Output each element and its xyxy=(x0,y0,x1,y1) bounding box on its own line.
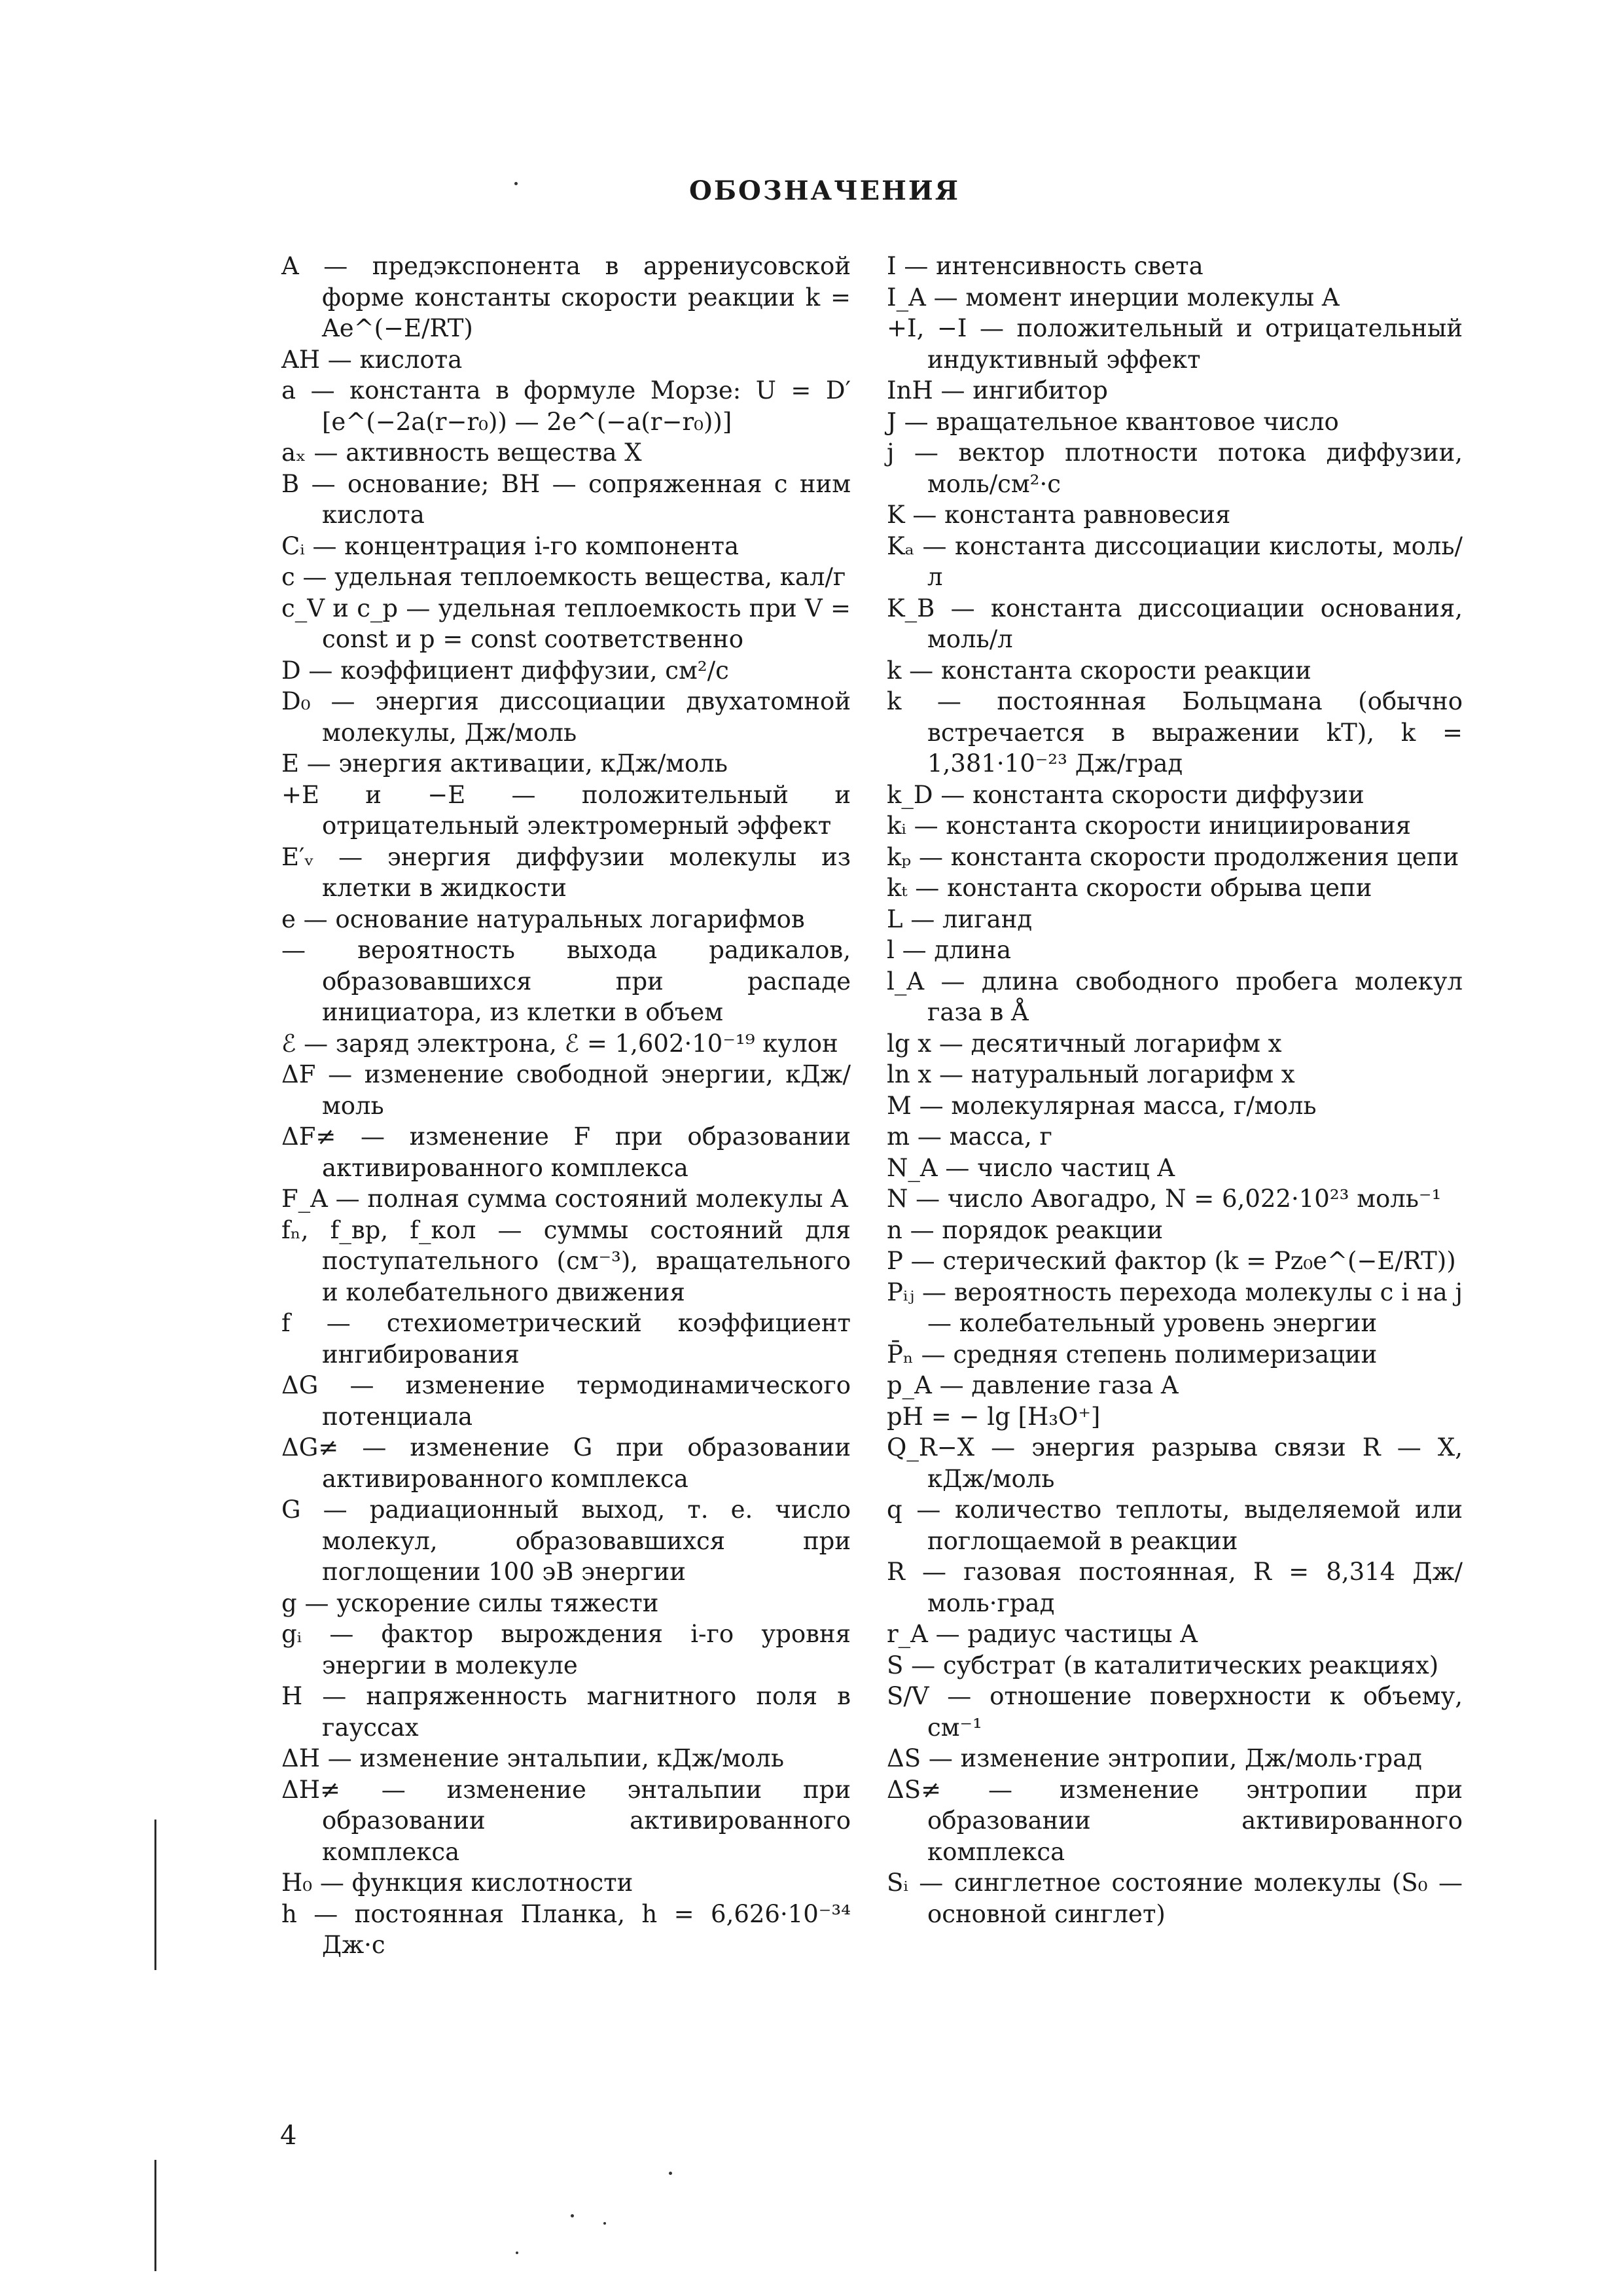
notation-entry: E′ᵥ — энергия диффузии молекулы из клетки в жидкости xyxy=(281,842,851,902)
notation-column-right xyxy=(887,251,1463,1929)
scan-speck xyxy=(514,182,518,185)
notation-entry: aₓ — активность вещества X xyxy=(281,439,642,467)
notation-entry: N — число Авогадро, N = 6,022·10²³ моль⁻¹ xyxy=(887,1185,1442,1213)
notation-entry: r_A — радиус частицы A xyxy=(887,1620,1198,1648)
notation-entry: n — порядок реакции xyxy=(887,1215,1164,1244)
notation-entry: D — коэффициент диффузии, см²/с xyxy=(281,656,729,685)
notation-entry: ℰ — заряд электрона, ℰ = 1,602·10⁻¹⁹ кулон xyxy=(281,1029,838,1058)
scan-speck xyxy=(669,2172,672,2175)
notation-column-left xyxy=(281,251,851,1961)
notation-entry: m — масса, г xyxy=(887,1122,1052,1151)
notation-entry: M — молекулярная масса, г/моль xyxy=(887,1091,1317,1120)
notation-entry: Kₐ — константа диссоциации кислоты, моль/л xyxy=(887,531,1463,591)
notation-entry: e — основание натуральных логарифмов xyxy=(281,905,805,933)
notation-entry: Sᵢ — синглетное состояние молекулы (S₀ — основной синглет) xyxy=(887,1869,1463,1928)
notation-entry: H₀ — функция кислотности xyxy=(281,1869,633,1897)
notation-entry: G — радиационный выход, т. е. число молекул, образовавшихся при поглощении 100 эВ энергии xyxy=(281,1496,851,1586)
notation-entry: gᵢ — фактор вырождения i-го уровня энергии в молекуле xyxy=(281,1620,851,1679)
scan-speck xyxy=(603,2222,606,2225)
notation-entry: k_D — константа скорости диффузии xyxy=(887,780,1364,809)
notation-entry: A — предэкспонента в аррениусовской форме константы скорости реакции k = Ae^(−E/RT) xyxy=(281,252,851,342)
scan-speck xyxy=(516,2251,518,2254)
notation-entry: c — удельная теплоемкость вещества, кал/г xyxy=(281,563,846,591)
notation-entry: g — ускорение силы тяжести xyxy=(281,1588,659,1617)
notation-entry: P̄ₙ — средняя степень полимеризации xyxy=(887,1340,1378,1369)
notation-entry: N_A — число частиц A xyxy=(887,1153,1175,1182)
notation-entry: Cᵢ — концентрация i-го компонента xyxy=(281,531,740,560)
notation-entry: Pᵢⱼ — вероятность перехода молекулы с i на j — колебательный уровень энергии xyxy=(887,1278,1463,1337)
notation-entry: f — стехиометрический коэффициент ингибирования xyxy=(281,1309,851,1369)
notation-entry: R — газовая постоянная, R = 8,314 Дж/моль·град xyxy=(887,1558,1463,1617)
notation-entry: kᵢ — константа скорости инициирования xyxy=(887,812,1411,840)
notation-entry: ΔH — изменение энтальпии, кДж/моль xyxy=(281,1744,785,1772)
notation-entry: J — вращательное квантовое число xyxy=(887,407,1339,436)
notation-entry: AH — кислота xyxy=(281,345,463,374)
notation-entry: D₀ — энергия диссоциации двухатомной молекулы, Дж/моль xyxy=(281,687,851,747)
notation-entry: ΔH≠ — изменение энтальпии при образовании активированного комплекса xyxy=(281,1775,851,1866)
notation-entry: S — субстрат (в каталитических реакциях) xyxy=(887,1651,1439,1679)
binding-mark-bottom xyxy=(154,2160,156,2271)
notation-entry: k — постоянная Больцмана (обычно встречается в выражении kT), k = 1,381·10⁻²³ Дж/град xyxy=(887,687,1463,778)
notation-entry: L — лиганд xyxy=(887,905,1033,933)
notation-entry: c_V и c_p — удельная теплоемкость при V = const и p = const соответственно xyxy=(281,594,851,653)
notation-entry: Q_R−X — энергия разрыва связи R — X, кДж/моль xyxy=(887,1433,1463,1493)
notation-entry: kₚ — константа скорости продолжения цепи xyxy=(887,842,1459,871)
notation-entry: a — константа в формуле Морзе: U = D′[e^(−2a(r−r₀)) — 2e^(−a(r−r₀))] xyxy=(281,376,851,436)
notation-entry: ΔF≠ — изменение F при образовании активированного комплекса xyxy=(281,1122,851,1182)
notation-entry: kₜ — константа скорости обрыва цепи xyxy=(887,874,1372,902)
notation-entry: lg x — десятичный логарифм x xyxy=(887,1029,1282,1058)
notation-entry: ΔF — изменение свободной энергии, кДж/моль xyxy=(281,1060,851,1120)
notation-entry: l_A — длина свободного пробега молекул газа в Å xyxy=(887,967,1463,1026)
notation-entry: +I, −I — положительный и отрицательный индуктивный эффект xyxy=(887,314,1463,374)
notation-entry: S/V — отношение поверхности к объему, см⁻¹ xyxy=(887,1682,1463,1742)
notation-entry: j — вектор плотности потока диффузии, моль/см²·с xyxy=(887,439,1463,498)
notation-entry: ΔG≠ — изменение G при образовании активированного комплекса xyxy=(281,1433,851,1493)
notation-entry: I_A — момент инерции молекулы A xyxy=(887,283,1340,312)
notation-entry: +E и −E — положительный и отрицательный электромерный эффект xyxy=(281,780,851,840)
notation-entry: InH — ингибитор xyxy=(887,376,1108,404)
notation-entry: ΔG — изменение термодинамического потенциала xyxy=(281,1371,851,1431)
notation-entry: q — количество теплоты, выделяемой или поглощаемой в реакции xyxy=(887,1496,1463,1555)
notation-entry: H — напряженность магнитного поля в гауссах xyxy=(281,1682,851,1742)
notation-entry: p_A — давление газа A xyxy=(887,1371,1179,1399)
notation-entry: l — длина xyxy=(887,936,1012,964)
notation-entry: — вероятность выхода радикалов, образовавшихся при распаде инициатора, из клетки в объем xyxy=(281,936,851,1026)
page-title: ОБОЗНАЧЕНИЯ xyxy=(689,175,960,206)
notation-entry: k — константа скорости реакции xyxy=(887,656,1311,685)
notation-entry: B — основание; BH — сопряженная с ним кислота xyxy=(281,469,851,529)
notation-entry: E — энергия активации, кДж/моль xyxy=(281,749,728,778)
notation-entry: P — стерический фактор (k = Pz₀e^(−E/RT)) xyxy=(887,1247,1456,1275)
notation-entry: ΔS≠ — изменение энтропии при образовании активированного комплекса xyxy=(887,1775,1463,1866)
notation-entry: F_A — полная сумма состояний молекулы A xyxy=(281,1185,848,1213)
notation-entry: I — интенсивность света xyxy=(887,252,1204,280)
notation-entry: pH = − lg [H₃O⁺] xyxy=(887,1402,1101,1431)
notation-entry: ln x — натуральный логарифм x xyxy=(887,1060,1295,1088)
notation-entry: fₙ, f_вр, f_кол — суммы состояний для поступательного (см⁻³), вращательного и колебательного движения xyxy=(281,1215,851,1306)
notation-entry: K — константа равновесия xyxy=(887,501,1231,529)
page-number: 4 xyxy=(280,2121,297,2151)
scan-speck xyxy=(571,2214,574,2217)
notation-entry: h — постоянная Планка, h = 6,626·10⁻³⁴ Дж·с xyxy=(281,1899,851,1959)
binding-mark-top xyxy=(154,1820,156,1970)
notation-entry: K_B — константа диссоциации основания, моль/л xyxy=(887,594,1463,653)
notation-entry: ΔS — изменение энтропии, Дж/моль·град xyxy=(887,1744,1422,1772)
